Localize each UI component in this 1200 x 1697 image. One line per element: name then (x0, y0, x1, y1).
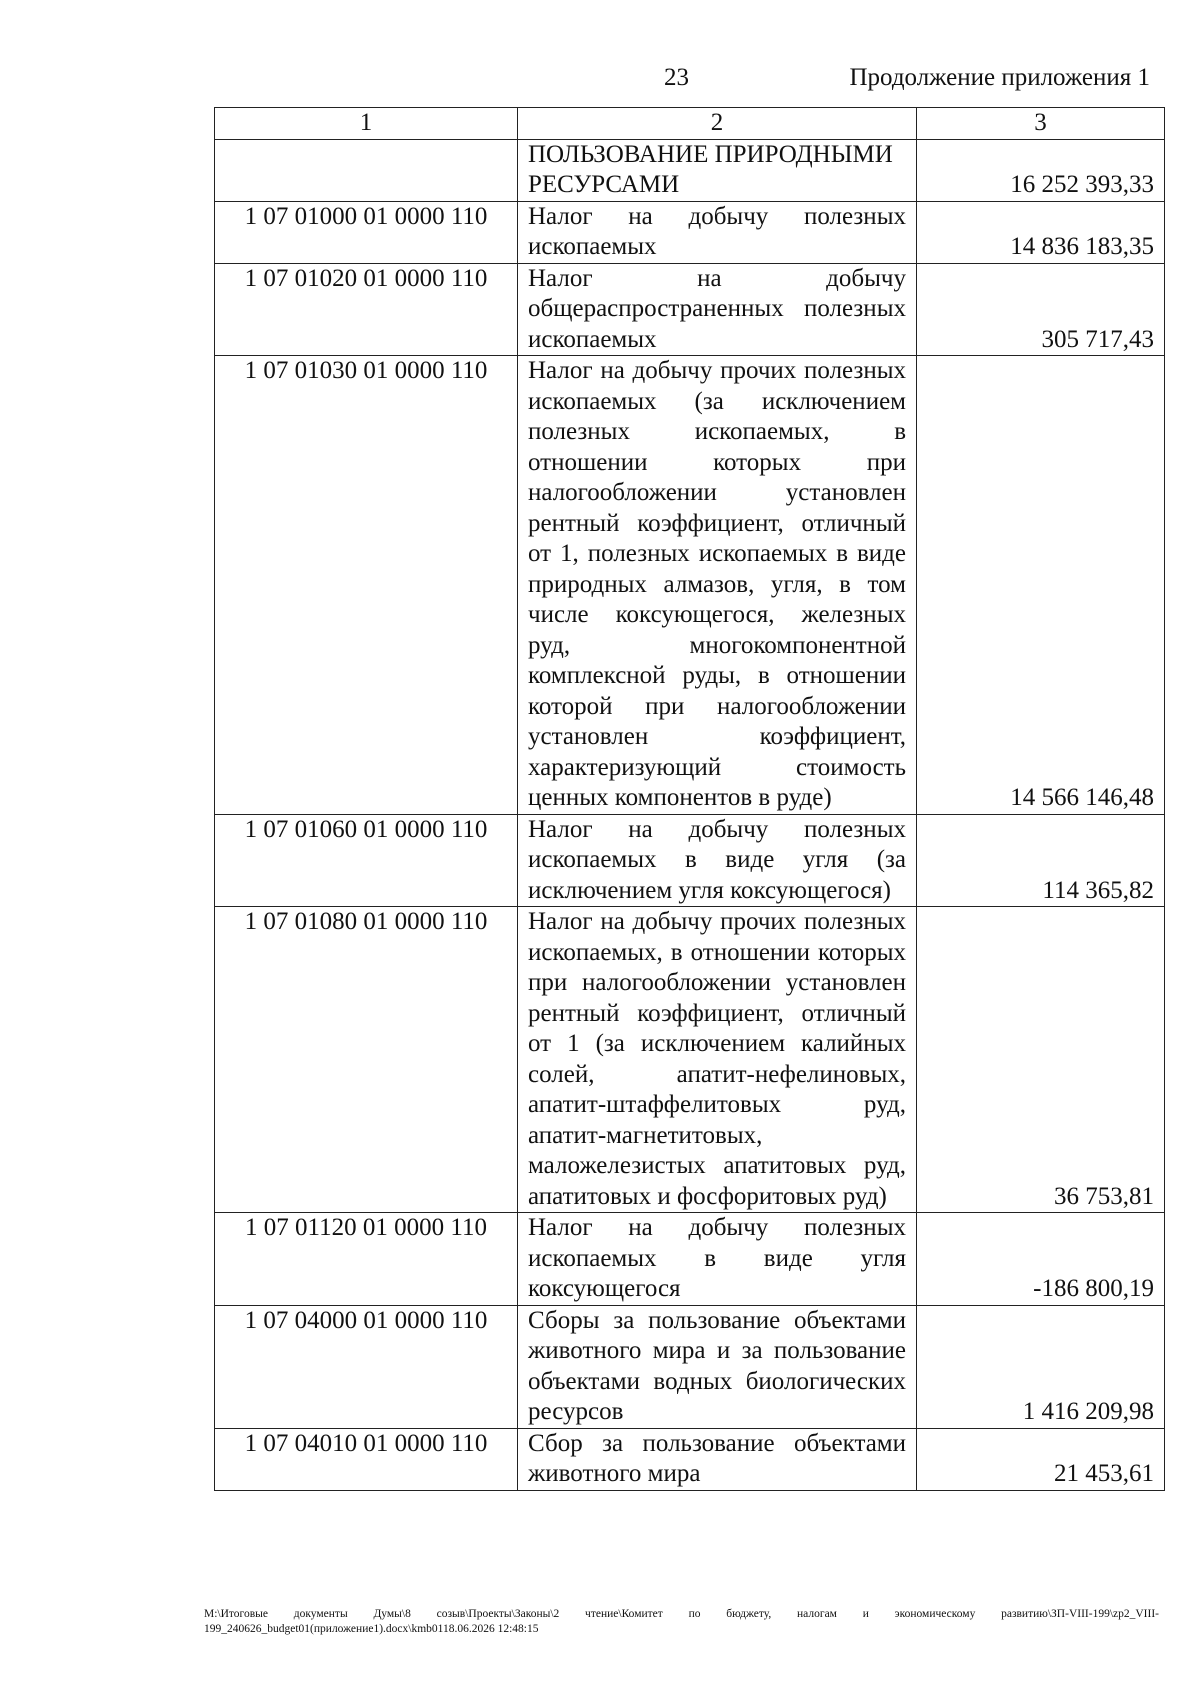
budget-table (214, 107, 1165, 1491)
budget-code: 1 07 01060 01 0000 110 (215, 814, 518, 907)
row-amount: 1 416 209,98 (917, 1305, 1165, 1428)
budget-code (215, 139, 518, 201)
row-description: Сбор за пользование объектами животного мира (518, 1428, 917, 1490)
budget-code: 1 07 04010 01 0000 110 (215, 1428, 518, 1490)
budget-code: 1 07 01030 01 0000 110 (215, 356, 518, 815)
budget-code: 1 07 01020 01 0000 110 (215, 263, 518, 356)
row-description: Сборы за пользование объектами животного мира и за пользование объектами водных биологических ресурсов (518, 1305, 917, 1428)
row-description: Налог на добычу полезных ископаемых в виде угля коксующегося (518, 1213, 917, 1306)
table-row (215, 814, 1165, 907)
row-amount: 14 836 183,35 (917, 201, 1165, 263)
column-header: 1 (215, 108, 518, 140)
row-description: Налог на добычу полезных ископаемых (518, 201, 917, 263)
row-amount: 21 453,61 (917, 1428, 1165, 1490)
table-row (215, 139, 1165, 201)
table-row (215, 201, 1165, 263)
budget-code: 1 07 01000 01 0000 110 (215, 201, 518, 263)
row-description: Налог на добычу прочих полезных ископаемых, в отношении которых при налогообложении установлен рентный коэффициент, отличный от 1 (за исключением калийных солей, апатит-нефелиновых, апатит-штаффелитовых руд, апатит-магнетитовых, маложелезистых апатитовых руд, апатитовых и фосфоритовых руд) (518, 907, 917, 1213)
document-file-path: M:\Итоговые документы Думы\8 созыв\Проекты\Законы\2 чтение\Комитет по бюджету, налогам и экономическому развитию\ЗП-VIII-199\zp2_VIII-199_240626_budget01(приложение1).docx\kmb0118.06.2026 12:48:15 (204, 1608, 1159, 1635)
row-amount: 36 753,81 (917, 907, 1165, 1213)
budget-code: 1 07 04000 01 0000 110 (215, 1305, 518, 1428)
row-amount: 114 365,82 (917, 814, 1165, 907)
budget-code: 1 07 01080 01 0000 110 (215, 907, 518, 1213)
table-row (215, 907, 1165, 1213)
row-amount: -186 800,19 (917, 1213, 1165, 1306)
table-header-row (215, 108, 1165, 140)
page-number: 23 (664, 64, 689, 91)
row-amount: 305 717,43 (917, 263, 1165, 356)
row-description: Налог на добычу прочих полезных ископаемых (за исключением полезных ископаемых, в отношении которых при налогообложении установлен рентный коэффициент, отличный от 1, полезных ископаемых в виде природных алмазов, угля, в том числе коксующегося, железных руд, многокомпонентной комплексной руды, в отношении которой при налогообложении установлен коэффициент, характеризующий стоимость ценных компонентов в руде) (518, 356, 917, 815)
row-amount: 16 252 393,33 (917, 139, 1165, 201)
table-row (215, 1213, 1165, 1306)
table-row (215, 1305, 1165, 1428)
row-amount: 14 566 146,48 (917, 356, 1165, 815)
table-row (215, 1428, 1165, 1490)
continuation-label: Продолжение приложения 1 (849, 64, 1150, 91)
row-description: Налог на добычу общераспространенных полезных ископаемых (518, 263, 917, 356)
column-header: 2 (518, 108, 917, 140)
row-description: ПОЛЬЗОВАНИЕ ПРИРОДНЫМИ РЕСУРСАМИ (518, 139, 917, 201)
budget-code: 1 07 01120 01 0000 110 (215, 1213, 518, 1306)
table-row (215, 356, 1165, 815)
column-header: 3 (917, 108, 1165, 140)
row-description: Налог на добычу полезных ископаемых в виде угля (за исключением угля коксующегося) (518, 814, 917, 907)
table-row (215, 263, 1165, 356)
